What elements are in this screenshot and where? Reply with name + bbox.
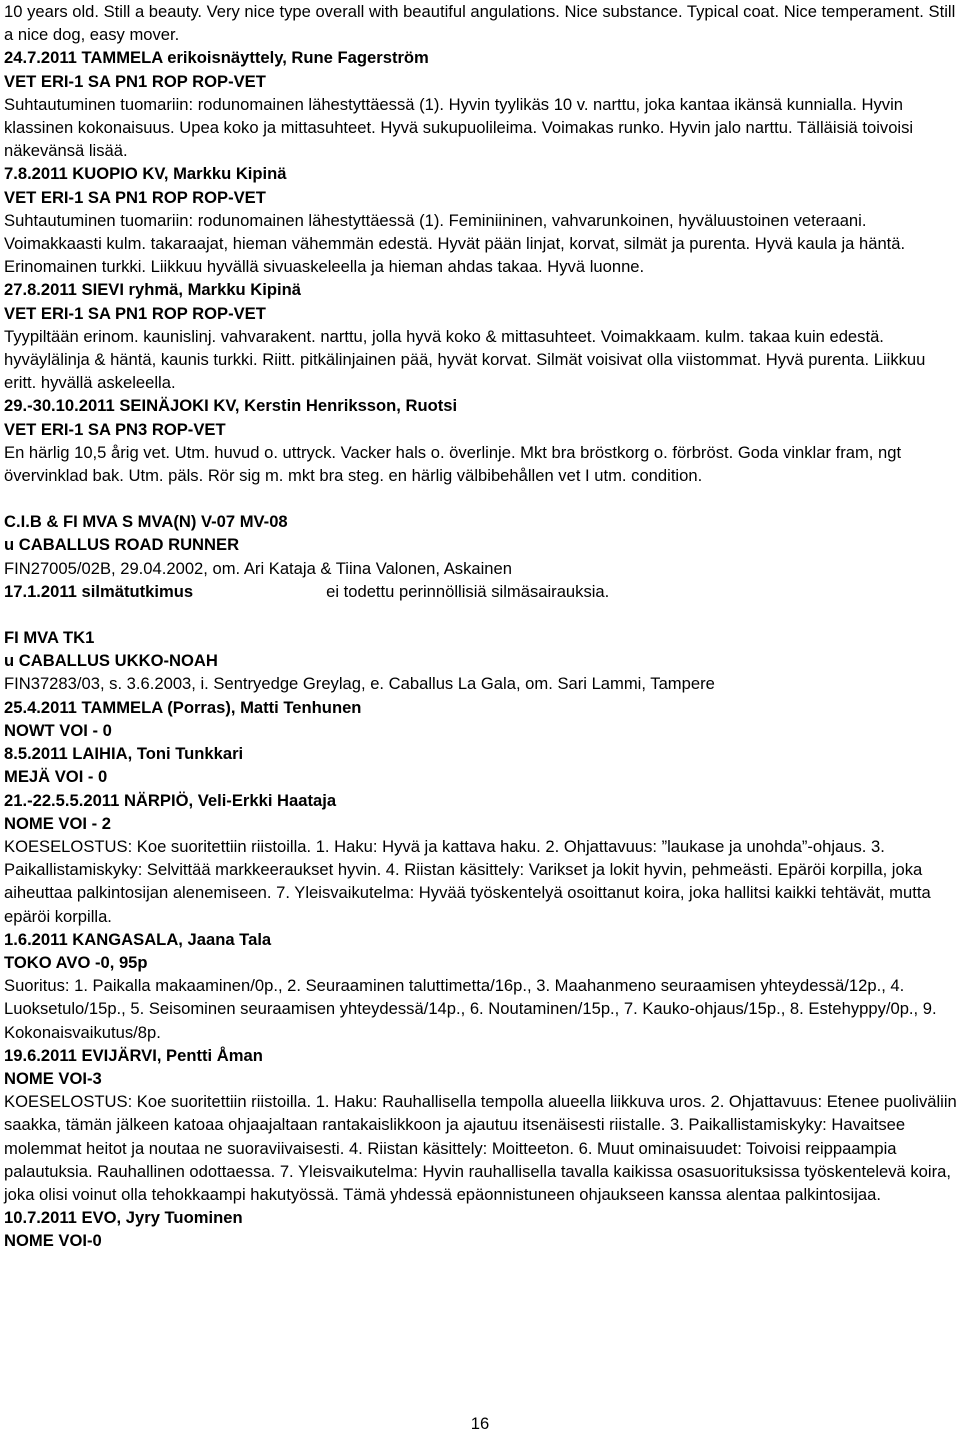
body-paragraph: En härlig 10,5 årig vet. Utm. huvud o. uttryck. Vacker hals o. överlinje. Mkt bra bröstkorg o. förbröst. Goda vinklar fram, ngt övervinklad bak. Utm. päls. Rör sig m. mkt bra steg. en härlig välbibehållen vet I utm. condition.	[4, 442, 902, 486]
blank-line	[4, 603, 958, 626]
section-heading: NOME VOI-3	[4, 1068, 102, 1088]
exam-line	[4, 580, 958, 603]
section-heading: 7.8.2011 KUOPIO KV, Markku Kipinä	[4, 164, 287, 184]
section-heading: 25.4.2011 TAMMELA (Porras), Matti Tenhunen	[4, 697, 362, 717]
body-paragraph: FIN27005/02B, 29.04.2002, om. Ari Kataja & Tiina Valonen, Askainen	[4, 558, 512, 578]
section-heading: 1.6.2011 KANGASALA, Jaana Tala	[4, 929, 272, 949]
section-heading: u CABALLUS ROAD RUNNER	[4, 535, 240, 555]
section-heading: TOKO AVO -0, 95p	[4, 952, 148, 972]
section-heading: MEJÄ VOI - 0	[4, 767, 108, 787]
page-body	[4, 0, 958, 1253]
section-heading: 29.-30.10.2011 SEINÄJOKI KV, Kerstin Henriksson, Ruotsi	[4, 396, 458, 416]
body-paragraph: Suoritus: 1. Paikalla makaaminen/0p., 2. Seuraaminen taluttimetta/16p., 3. Maahanmeno seuraamisen yhteydessä/12p., 4. Luoksetulo/15p., 5. Seisominen seuraamisen yhteydessä/14p., 6. Noutaminen/15p., 7. Kauko-ohjaus/15p., 8. Estehyppy/0p., 9. Kokonaisvaikutus/8p.	[4, 976, 937, 1042]
section-heading: 24.7.2011 TAMMELA erikoisnäyttely, Rune Fagerström	[4, 48, 429, 68]
section-heading: C.I.B & FI MVA S MVA(N) V-07 MV-08	[4, 512, 288, 532]
section-heading: 8.5.2011 LAIHIA, Toni Tunkkari	[4, 744, 244, 764]
page-number: 16	[470, 1414, 490, 1433]
section-heading: 10.7.2011 EVO, Jyry Tuominen	[4, 1208, 243, 1228]
blank-line	[4, 487, 958, 510]
exam-result: ei todettu perinnöllisiä silmäsairauksia.	[326, 581, 610, 601]
body-paragraph: 10 years old. Still a beauty. Very nice type overall with beautiful angulations. Nice substance. Typical coat. Nice temperament. Still a nice dog, easy mover.	[4, 2, 956, 45]
body-paragraph: Suhtautuminen tuomariin: rodunomainen lähestyttäessä (1). Hyvin tyylikäs 10 v. narttu, joka kantaa ikänsä kunnialla. Hyvin klassinen kokonaisuus. Upea koko ja mittasuhteet. Hyvä sukupuolileima. Voimakas runko. Hyvin jalo narttu. Tälläisiä toivoisi näkevänsä lisää.	[4, 94, 914, 161]
section-heading: u CABALLUS UKKO-NOAH	[4, 651, 218, 671]
section-heading: VET ERI-1 SA PN1 ROP ROP-VET	[4, 187, 266, 207]
section-heading: 21.-22.5.5.2011 NÄRPIÖ, Veli-Erkki Haataja	[4, 790, 337, 810]
exam-label: 17.1.2011 silmätutkimus	[4, 581, 194, 601]
section-heading: 27.8.2011 SIEVI ryhmä, Markku Kipinä	[4, 280, 301, 300]
section-heading: NOWT VOI - 0	[4, 720, 112, 740]
body-paragraph: Suhtautuminen tuomariin: rodunomainen lähestyttäessä (1). Feminiininen, vahvarunkoinen, hyväluustoinen veteraani. Voimakkaasti kulm. takaraajat, hieman vähemmän edestä. Hyvät pään linjat, korvat, silmät ja purenta. Hyvä kaula ja häntä. Erinomainen turkki. Liikkuu hyvällä sivuaskeleella ja hieman ahdas takaa. Hyvä luonne.	[4, 210, 906, 277]
section-heading: FI MVA TK1	[4, 628, 95, 648]
section-heading: VET ERI-1 SA PN1 ROP ROP-VET	[4, 71, 266, 91]
section-heading: NOME VOI - 2	[4, 813, 111, 833]
section-heading: VET ERI-1 SA PN3 ROP-VET	[4, 419, 226, 439]
body-paragraph: FIN37283/03, s. 3.6.2003, i. Sentryedge Greylag, e. Caballus La Gala, om. Sari Lammi, Tampere	[4, 674, 715, 694]
section-heading: 19.6.2011 EVIJÄRVI, Pentti Åman	[4, 1045, 263, 1065]
section-heading: NOME VOI-0	[4, 1231, 102, 1251]
section-heading: VET ERI-1 SA PN1 ROP ROP-VET	[4, 303, 266, 323]
body-paragraph: Tyypiltään erinom. kaunislinj. vahvarakent. narttu, jolla hyvä koko & mittasuhteet. Voimakkaam. kulm. takaa kuin edestä. hyväylälinja & häntä, kaunis turkki. Riitt. pitkälinjainen pää, hyvät korvat. Silmät voisivat olla viistommat. Hyvä purenta. Liikkuu eritt. hyvällä askeleella.	[4, 326, 926, 393]
body-paragraph: KOESELOSTUS: Koe suoritettiin riistoilla. 1. Haku: Rauhallisella tempolla alueella liikkuva uros. 2. Ohjattavuus: Etenee puoliväliin saakka, tämän jälkeen katoaa ohjaajaltaan rantakaislikkoon ja ajautuu itsenäisesti riistalle. 3. Paikallistamiskyky: Havaitsee molemmat heitot ja noutaa ne suoraviivaisesti. 4. Riistan käsittely: Moitteeton. 6. Muut ominaisuudet: Toivoisi reippaampia palautuksia. Rauhallinen odottaessa. 7. Yleisvaikutelma: Hyvin rauhallisella tavalla kaikissa osasuorituksissa työskentelevä koira, joka olisi voinut olla tehokkaampi hakutyössä. Tämä yhdessä epäonnistuneen ohjaukseen kanssa alentaa palkintosijaa.	[4, 1092, 957, 1204]
body-paragraph: KOESELOSTUS: Koe suoritettiin riistoilla. 1. Haku: Hyvä ja kattava haku. 2. Ohjattavuus: ”laukase ja unohda”-ohjaus. 3. Paikallistamiskyky: Selvittää markkeeraukset hyvin. 4. Riistan käsittely: Varikset ja lokit hyvin, pehmeästi. Epäröi korpilla, joka aiheuttaa palkintosijan alenemiseen. 7. Yleisvaikutelma: Hyvää työskentelyä osoittanut koira, joka hallitsi kaikki tehtävät, mutta epäröi korpilla.	[4, 836, 931, 926]
